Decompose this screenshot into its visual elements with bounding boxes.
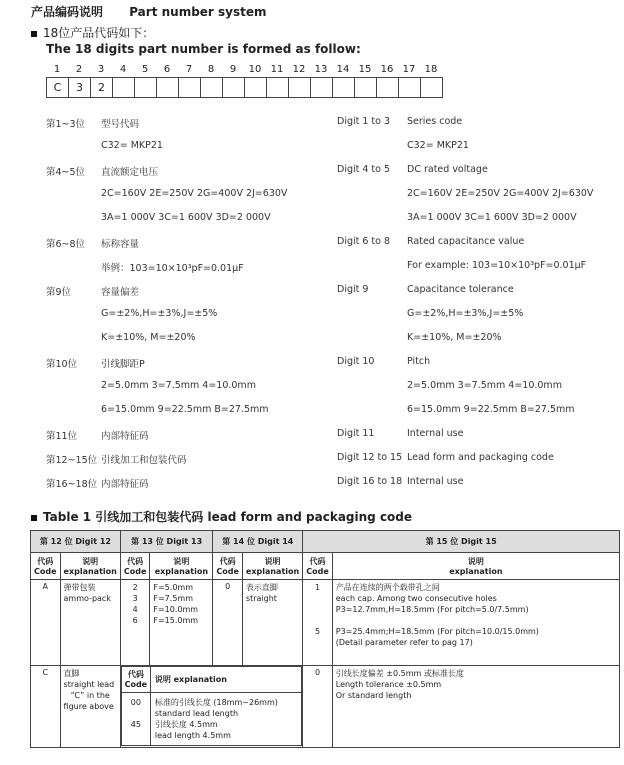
table-cell: 弹带包装 ammo-pack <box>60 580 120 666</box>
digit-box <box>134 77 157 98</box>
digit-box <box>178 77 201 98</box>
spec-cn-detail: C32= MKP21 <box>101 140 163 151</box>
subtitle-cn: 18位产品代码如下： <box>43 26 155 40</box>
digit-box <box>156 77 179 98</box>
table-cell: F=5.0mm F=7.5mm F=10.0mm F=15.0mm <box>150 580 213 666</box>
table-title: Table 1 引线加工和包装代码 lead form and packaging code <box>43 510 413 524</box>
digit-number: 7 <box>185 64 193 75</box>
spec-cn-label: 第10位 <box>46 359 78 370</box>
inner-expl-header: 说明 explanation <box>150 667 301 693</box>
table-cell: C <box>31 666 61 748</box>
spec-cn-label: 第4~5位 <box>46 167 86 178</box>
group-header-d13: 第 13 位 Digit 13 <box>120 531 213 553</box>
table-cell <box>120 666 302 748</box>
packaging-table <box>30 530 620 748</box>
expl-header: 说明 explanation <box>60 553 120 580</box>
spec-cn-text: 型号代码 <box>101 119 140 130</box>
spec-cn-label: 第11位 <box>46 431 78 442</box>
spec-cn-text: 引线脚距P <box>101 359 145 370</box>
table-cell: 引线长度偏差 ±0.5mm 或标准长度 Length tolerance ±0.5mm Or standard length <box>332 666 619 748</box>
spec-cn-text: 内部特征码 <box>101 431 149 442</box>
digit-number: 10 <box>248 64 262 75</box>
table-cell: 2 3 4 6 <box>120 580 150 666</box>
spec-en-text: Rated capacitance value <box>407 236 525 247</box>
spec-cn-label: 第9位 <box>46 287 72 298</box>
spec-cn-detail: 2=5.0mm 3=7.5mm 4=10.0mm <box>101 380 256 391</box>
spec-cn-text: 内部特征码 <box>101 479 149 490</box>
group-header-d12: 第 12 位 Digit 12 <box>31 531 121 553</box>
digit-number: 2 <box>75 64 83 75</box>
spec-en-text: Lead form and packaging code <box>407 452 554 463</box>
digit-box <box>310 77 333 98</box>
table-cell: 直脚 straight lead “C” in the figure above <box>60 666 120 748</box>
spec-en-label: Digit 16 to 18 <box>337 476 403 487</box>
table-row <box>31 580 620 666</box>
spec-en-detail: 2C=160V 2E=250V 2G=400V 2J=630V <box>407 188 594 199</box>
spec-cn-detail: 2C=160V 2E=250V 2G=400V 2J=630V <box>101 188 288 199</box>
spec-cn-detail: 举例：103=10×10³pF=0.01μF <box>101 263 244 274</box>
table-cell: 表示直脚 straight <box>242 580 302 666</box>
spec-en-label: Digit 4 to 5 <box>337 164 391 175</box>
group-header-d15: 第 15 位 Digit 15 <box>303 531 620 553</box>
digit-number: 15 <box>358 64 372 75</box>
digit-number: 1 <box>53 64 61 75</box>
digit-box <box>288 77 311 98</box>
spec-en-label: Digit 11 <box>337 428 375 439</box>
code-header: 代码 Code <box>120 553 150 580</box>
spec-en-label: Digit 6 to 8 <box>337 236 391 247</box>
digit-box <box>354 77 377 98</box>
spec-en-detail: For example: 103=10×10³pF=0.01μF <box>407 260 587 271</box>
table-cell: 0 <box>213 580 243 666</box>
spec-en-text: Series code <box>407 116 463 127</box>
digit-number: 11 <box>270 64 284 75</box>
spec-cn-text: 直流额定电压 <box>101 167 159 178</box>
spec-cn-label: 第6~8位 <box>46 239 86 250</box>
digit-number: 12 <box>292 64 306 75</box>
spec-en-text: Capacitance tolerance <box>407 284 514 295</box>
digit-box <box>244 77 267 98</box>
inner-code-header: 代码 Code <box>121 667 150 693</box>
spec-en-text: Internal use <box>407 428 464 439</box>
group-header-d14: 第 14 位 Digit 14 <box>213 531 303 553</box>
spec-cn-detail: 6=15.0mm 9=22.5mm B=27.5mm <box>101 404 269 415</box>
digit-number: 3 <box>97 64 105 75</box>
expl-header: 说明 explanation <box>332 553 619 580</box>
spec-cn-detail: 3A=1 000V 3C=1 600V 3D=2 000V <box>101 212 271 223</box>
spec-en-label: Digit 9 <box>337 284 369 295</box>
digit-number: 6 <box>163 64 171 75</box>
subtitle-cn-line <box>31 24 154 41</box>
table-cell: A <box>31 580 61 666</box>
spec-cn-text: 容量偏差 <box>101 287 140 298</box>
table-title-line <box>31 508 412 525</box>
digit-boxes <box>46 77 442 98</box>
digit-box: 3 <box>68 77 91 98</box>
spec-cn-detail: K=±10%, M=±20% <box>101 332 196 343</box>
digit-number: 17 <box>402 64 416 75</box>
digit-number: 14 <box>336 64 350 75</box>
digit-number: 5 <box>141 64 149 75</box>
code-header: 代码 Code <box>31 553 61 580</box>
spec-en-text: DC rated voltage <box>407 164 488 175</box>
spec-cn-label: 第12~15位 <box>46 455 98 466</box>
digit-grid <box>46 64 442 98</box>
digit-box <box>112 77 135 98</box>
digit-number: 16 <box>380 64 394 75</box>
code-header: 代码 Code <box>303 553 333 580</box>
digit-number: 8 <box>207 64 215 75</box>
digit-box <box>420 77 443 98</box>
title-en: Part number system <box>129 5 267 19</box>
spec-en-detail: K=±10%, M=±20% <box>407 332 502 343</box>
table-cell: 1 5 <box>303 580 333 666</box>
digit-number: 13 <box>314 64 328 75</box>
bullet-icon <box>31 31 37 37</box>
digit-number: 18 <box>424 64 438 75</box>
spec-en-detail: 3A=1 000V 3C=1 600V 3D=2 000V <box>407 212 577 223</box>
spec-en-label: Digit 1 to 3 <box>337 116 391 127</box>
table-row <box>31 666 620 748</box>
spec-en-label: Digit 10 <box>337 356 375 367</box>
digit-box <box>332 77 355 98</box>
digit-numbers <box>46 64 442 75</box>
code-header: 代码 Code <box>213 553 243 580</box>
page-title <box>31 3 267 20</box>
spec-en-detail: C32= MKP21 <box>407 140 469 151</box>
digit-number: 9 <box>229 64 237 75</box>
spec-en-label: Digit 12 to 15 <box>337 452 403 463</box>
subtitle-en: The 18 digits part number is formed as follow: <box>46 42 361 56</box>
spec-cn-detail: G=±2%,H=±3%,J=±5% <box>101 308 218 319</box>
title-cn: 产品编码说明 <box>31 5 104 19</box>
digit-box <box>398 77 421 98</box>
digit-box: C <box>46 77 69 98</box>
spec-cn-label: 第16~18位 <box>46 479 98 490</box>
spec-en-text: Internal use <box>407 476 464 487</box>
bullet-icon <box>31 515 37 521</box>
digit-box <box>376 77 399 98</box>
spec-en-detail: 2=5.0mm 3=7.5mm 4=10.0mm <box>407 380 562 391</box>
expl-header: 说明 explanation <box>242 553 302 580</box>
table-cell: 产品在连续的两个载带孔之间 each cap. Among two consecutive holes P3=12.7mm,H=18.5mm (For pitch=5.0/7.5mm) P3=25.4mm;H=18.5mm (For pitch=10.0/15.0mm) (Detail parameter refer to pag 17) <box>332 580 619 666</box>
digit-box <box>222 77 245 98</box>
expl-header: 说明 explanation <box>150 553 213 580</box>
inner-codes: 00 45 <box>121 693 150 746</box>
spec-en-detail: 6=15.0mm 9=22.5mm B=27.5mm <box>407 404 575 415</box>
spec-en-text: Pitch <box>407 356 431 367</box>
digit-box <box>200 77 223 98</box>
spec-cn-text: 引线加工和包装代码 <box>101 455 187 466</box>
spec-en-detail: G=±2%,H=±3%,J=±5% <box>407 308 524 319</box>
inner-expls: 标准的引线长度 (18mm~26mm) standard lead length 引线长度 4.5mm lead length 4.5mm <box>150 693 301 746</box>
digit-number: 4 <box>119 64 127 75</box>
digit-box <box>266 77 289 98</box>
digit-box: 2 <box>90 77 113 98</box>
spec-cn-label: 第1~3位 <box>46 119 86 130</box>
spec-cn-text: 标称容量 <box>101 239 140 250</box>
table-cell: 0 <box>303 666 333 748</box>
